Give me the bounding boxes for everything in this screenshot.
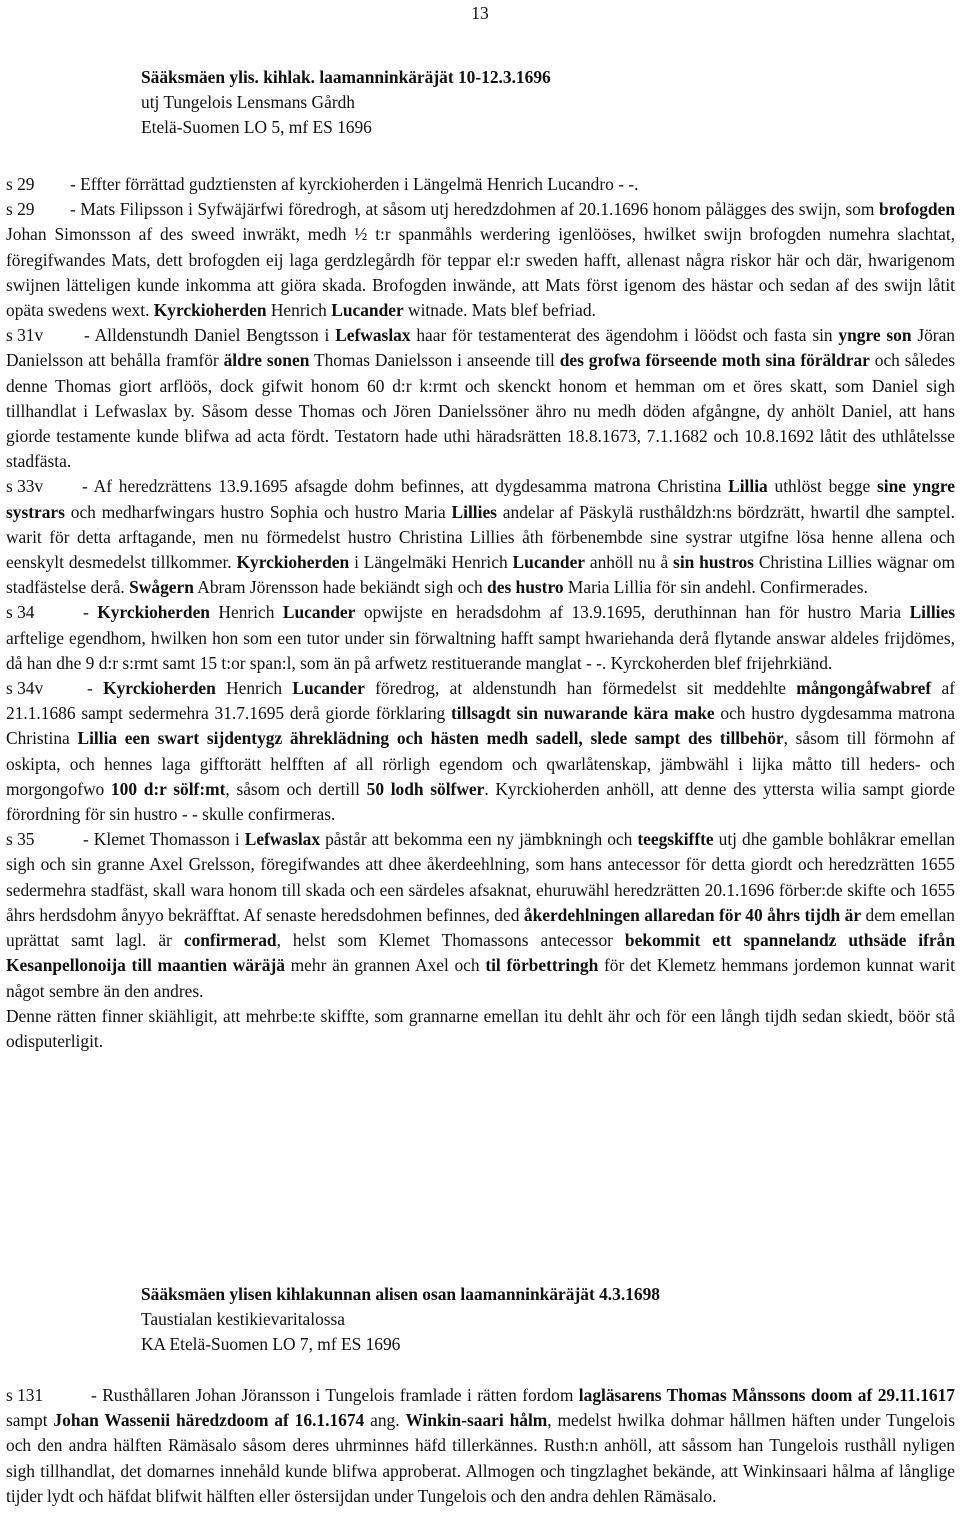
bold-text: Lucander <box>512 552 586 573</box>
text-segment: Abram Jörensson hade bekiändt sigh och <box>193 577 488 598</box>
bold-text: Swågern <box>129 577 194 598</box>
paragraph <box>6 676 955 827</box>
bold-text: des grofwa förseende moth sina föräldrar <box>559 350 870 371</box>
text-segment: Christina Lillies wägnar om stadfästelse derå. <box>6 552 955 598</box>
bold-text: sine yngre systrars <box>6 476 955 522</box>
text-segment: andelar af Päskylä rusthåldzh:ns bördzrätt, hwartil dhe samptel. warit för detta arftagande, men nu förmedelst hustro Christina Lillies åth förbenembde sine systrar utgifne lösa henne allena och eenskylt desmedelst tillkommer. <box>6 501 955 573</box>
section-title: Sääksmäen ylisen kihlakunnan alisen osan laamanninkäräjät 4.3.1698 <box>141 1284 660 1304</box>
bold-text: Winkin-saari hålm <box>405 1410 548 1431</box>
text-segment: och hustro dygdesamma matrona Christina <box>6 703 955 749</box>
bold-text: Lillia <box>728 476 768 497</box>
section-source: KA Etelä-Suomen LO 7, mf ES 1696 <box>141 1334 401 1354</box>
text-segment: Henrich <box>209 602 283 623</box>
bold-text: Kyrckioherden <box>153 300 267 321</box>
bold-text: Lefwaslax <box>335 325 411 346</box>
bold-text: yngre son <box>838 325 912 346</box>
paragraph <box>6 1004 955 1054</box>
section-header <box>141 1282 660 1357</box>
paragraph <box>6 1383 955 1509</box>
section-title: Sääksmäen ylis. kihlak. laamanninkäräjät 10-12.3.1696 <box>141 67 551 87</box>
text-segment: . Kyrckioherden anhöll, att denne des yttersta wilia sampt giorde förordning för sin hustro - - skulle confirmeras. <box>6 778 955 825</box>
section-source: Etelä-Suomen LO 5, mf ES 1696 <box>141 117 372 137</box>
text-segment: mehr än grannen Axel och <box>284 955 486 976</box>
text-segment: , medelst hwilka dohmar hållmen häften under Tungelois och den andra hälften Rämäsalo såsom deres uhrminnes häfd tillerkännes. Rusth:n anhöll, att såssom han Tungelois rusthåll nyligen sigh tillhandlat, det domarnes innehåld kunde blifwa approberat. Allmogen och tingzlaghet bekände, att Winkinsaari hålma af långlige tijder lydt och häfdat blifwit hälften eller östersijdan under Tungelois och den andra dehlen Rämäsalo. <box>6 1410 956 1506</box>
text-segment: anhöll nu å <box>585 552 674 573</box>
bold-text: Lucander <box>331 300 404 321</box>
text-segment: Henrich <box>266 300 332 321</box>
text-segment: - Effter förrättad gudztiensten af kyrckioherden i Längelmä Henrich Lucandro - -. <box>70 174 639 194</box>
paragraph <box>6 827 955 1003</box>
text-segment: af 21.1.1686 sampt sedermehra 31.7.1695 derå giorde förklaring <box>6 678 955 724</box>
bold-text: Kyrckioherden <box>103 678 216 699</box>
section-body <box>6 172 955 1054</box>
bold-text: Lefwaslax <box>244 829 321 850</box>
text-segment: ang. <box>364 1410 406 1431</box>
text-segment: - Af heredzrättens 13.9.1695 afsagde dohm befinnes, att dygdesamma matrona Christina <box>82 476 729 497</box>
paragraph <box>6 323 955 474</box>
text-segment: i Längelmäki Henrich <box>349 552 513 573</box>
bold-text: Lucander <box>292 678 365 699</box>
text-segment: opwijste en heradsdohm af 13.9.1695, deruthinnan han för hustro Maria <box>355 602 910 623</box>
bold-text: tillsagdt sin nuwarande kära make <box>451 703 715 724</box>
page-reference: s 131 <box>6 1385 44 1405</box>
paragraph <box>6 172 955 197</box>
bold-text: åkerdehlningen allaredan för 40 åhrs tijdh är <box>523 904 862 925</box>
text-segment: Johan Simonsson af des sweed inwräkt, medh ½ t:r spanmåhls werdering igenlööses, hwilket swijn brofogden numehra slachtat, föregifwandes Mats, dett brofogden eij laga gerdzlegårdh för teppar el:r sweden hafft, allenast några riskor här och där, hwarigenom swijnen lätteligen kunde inkomma att giöra skada. Brofogden inwände, att Mats först igenom des hästar och sedan af des swijn låtit opäta swedens wext. <box>6 224 955 321</box>
text-segment: - Alldenstundh Daniel Bengtsson i <box>84 325 336 346</box>
page-reference: s 29 <box>6 199 35 220</box>
text-segment: , såsom och dertill <box>225 778 367 799</box>
text-segment: sampt <box>6 1410 54 1431</box>
section-header <box>141 65 551 140</box>
page-reference: s 34v <box>6 678 44 699</box>
text-segment: - Mats Filipsson i Syfwäjärfwi föredrogh, at såsom utj heredzdohmen af 20.1.1696 honom pålägges des swijn, som <box>70 199 879 220</box>
text-segment: arftelige egendhom, hwilken hon som een tutor under sin förwaltning hafft sampt hwariehanda derå flytande answar aldeles frijdömes, då han dhe 9 d:r s:rmt samt 15 t:or span:l, som än på arfwetz restituerande manglat - -. Kyrckoherden blef frijehrkiänd. <box>6 627 955 673</box>
bold-text: Kyrckioherden <box>97 602 210 623</box>
section-body <box>6 1383 955 1509</box>
text-segment: Thomas Danielsson i anseende till <box>309 350 560 371</box>
bold-text: mångongåfwabref <box>796 678 932 699</box>
text-segment: dem emellan uprättat samt lagl. är <box>6 904 955 951</box>
bold-text: Kyrckioherden <box>236 552 350 573</box>
text-segment: - <box>83 602 98 623</box>
text-segment: utj dhe gamble bohlåkrar emellan sigh och sin granne Axel Grelsson, föregifwandes att dhee åkerdeehlning, som hans antecessor för detta giordt och heredzrätten 1655 sedermehra stadfäst, skall wara honom till skada och een särdeles afsaknat, ehuruwähl heredzrätten 20.1.1696 förber:de skifte och 1655 åhrs herdsdohm ånyyo bekräfftat. Af senaste heredsdohmen befinnes, ded <box>6 829 956 925</box>
text-segment: , såsom till förmohn af oskipta, och hennes laga gifftorätt helfften af all rörligh egendom och qwarlåtenskap, jämbwähl i lijka måtto till heders- och morgongofwo <box>6 728 955 799</box>
section-place: utj Tungelois Lensmans Gårdh <box>141 92 356 112</box>
bold-text: lagläsarens Thomas Månssons doom af 29.11.1617 <box>578 1385 955 1405</box>
text-segment: och således denne Thomas giort arflöös, dock gifwit honom 60 d:r k:rmt och skenckt honom et hemman om et öres skatt, som Daniel sigh tillhandlat i Lefwaslax by. Såsom desse Thomas och Jören Danielssöner ähro nu medh döden afgångne, dy anhölt Daniel, att hans giorde testamente kunde blifwa ad acta fördt. Testatorn hade uthi häradsrätten 18.8.1673, 7.1.1682 och 10.8.1692 låtit des uthlåtelsse stadfästa. <box>6 350 956 472</box>
bold-text: 50 lodh sölfwer <box>366 778 485 799</box>
paragraph <box>6 474 955 600</box>
page-reference: s 34 <box>6 602 35 623</box>
bold-text: sin hustros <box>673 552 754 573</box>
bold-text: bekommit ett spannelandz uthsäde ifrån Kesanpellonoija till maantien wäräjä <box>6 930 955 976</box>
text-segment: för det Klemetz hemmans jordemon kunnat warit något sembre än den andres. <box>6 955 955 1001</box>
bold-text: Lillia een swart sijdentygz ähreklädning och hästen medh sadell, slede sampt des tillbehör <box>77 728 784 749</box>
section-place: Taustialan kestikievaritalossa <box>141 1309 346 1329</box>
bold-text: 100 d:r sölf:mt <box>110 778 226 799</box>
bold-text: til förbettringh <box>485 955 599 976</box>
text-segment: Denne rätten finner skiähligit, att mehrbe:te skiffte, som grannarne emellan itu dehlt ähr och för een långh tijdh sedan skiedt, böör stå odisputerligit. <box>6 1005 955 1051</box>
bold-text: teegskiffte <box>637 829 714 850</box>
text-segment: - <box>87 678 104 699</box>
bold-text: Lillies <box>909 602 955 623</box>
page-reference: s 35 <box>6 829 35 850</box>
text-segment: Jöran Danielsson att behålla framför <box>6 325 955 371</box>
text-segment: - Klemet Thomasson i <box>83 829 245 850</box>
bold-text: brofogden <box>878 199 955 220</box>
bold-text: des hustro <box>487 577 564 598</box>
text-segment: haar för testamenterat des ägendohm i löödst och fasta sin <box>410 325 839 346</box>
text-segment: påstår att bekomma een ny jämbkningh och <box>320 829 638 850</box>
paragraph <box>6 600 955 676</box>
text-segment: , helst som Klemet Thomassons antecessor <box>276 930 625 951</box>
bold-text: äldre sonen <box>223 350 310 371</box>
text-segment: - Rusthållaren Johan Jöransson i Tungelois framlade i rätten fordom <box>91 1385 579 1405</box>
text-segment: och medharfwingars hustro Sophia och hustro Maria <box>64 501 452 522</box>
text-segment: föredrog, at aldenstundh han förmedelst sit meddehlte <box>364 678 797 699</box>
text-segment: uthlöst begge <box>767 476 878 497</box>
bold-text: Lillies <box>451 501 497 522</box>
page-reference: s 31v <box>6 325 44 346</box>
page-reference: s 29 <box>6 174 35 194</box>
text-segment: Maria Lillia för sin andehl. Confirmerades. <box>563 577 868 598</box>
page-number: 13 <box>471 3 489 23</box>
bold-text: Johan Wassenii häredzdoom af 16.1.1674 <box>53 1410 365 1431</box>
text-segment: witnade. Mats blef befriad. <box>403 300 596 321</box>
page-reference: s 33v <box>6 476 44 497</box>
bold-text: confirmerad <box>183 930 277 951</box>
paragraph <box>6 197 955 323</box>
bold-text: Lucander <box>282 602 356 623</box>
text-segment: Henrich <box>215 678 293 699</box>
